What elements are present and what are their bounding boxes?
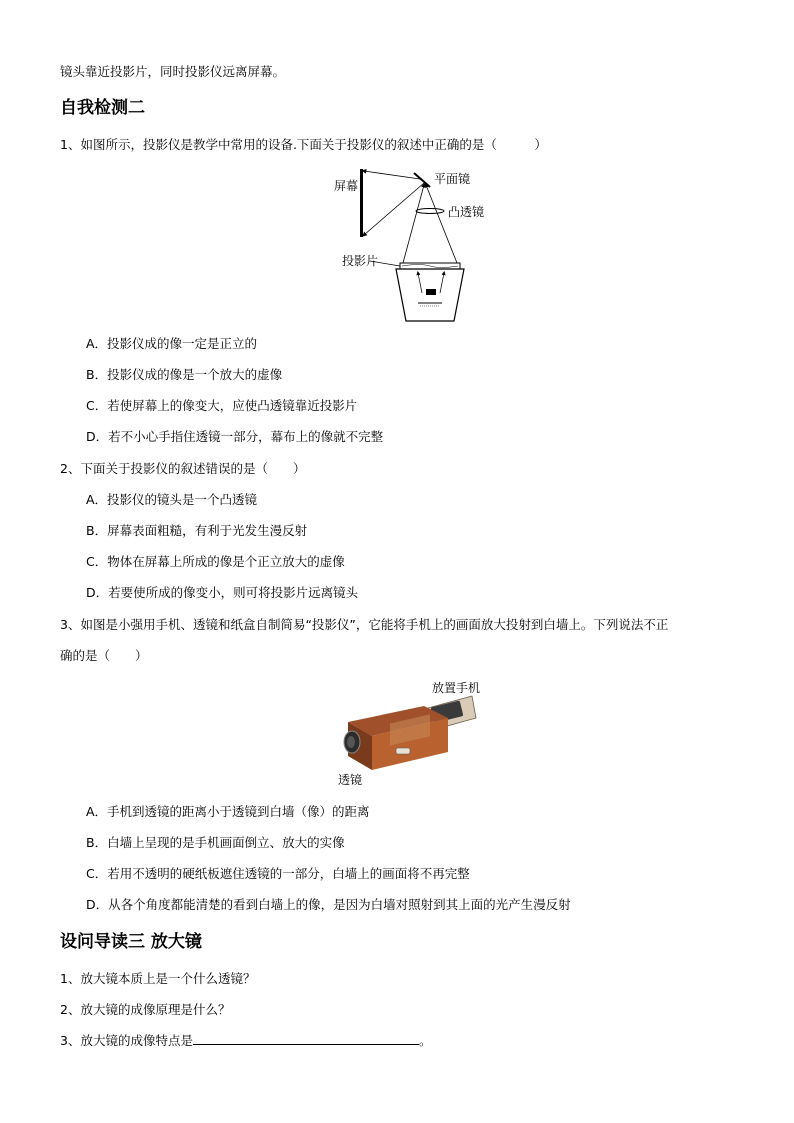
q2-option-c: C．物体在屏幕上所成的像是个正立放大的虚像 — [86, 554, 345, 569]
s3-item-3-prefix: 3、放大镜的成像特点是 — [60, 1033, 193, 1048]
q2-option-d: D．若要使所成的像变小，则可将投影片远离镜头 — [86, 585, 359, 600]
section-3-title: 设问导读三 放大镜 — [60, 932, 202, 952]
intro-line: 镜头靠近投影片，同时投影仪远离屏幕。 — [60, 64, 286, 79]
q1-option-d: D．若不小心手指住透镜一部分，幕布上的像就不完整 — [86, 429, 384, 444]
s3-item-3-suffix: 。 — [418, 1033, 432, 1048]
diy-projector-figure — [336, 678, 486, 788]
q1-option-c: C．若使屏幕上的像变大，应使凸透镜靠近投影片 — [86, 398, 358, 413]
q2-option-a: A．投影仪的镜头是一个凸透镜 — [86, 492, 258, 507]
question-2-stem: 2、下面关于投影仪的叙述错误的是（ ） — [60, 461, 306, 476]
q3-option-b: B．白墙上呈现的是手机画面倒立、放大的实像 — [86, 835, 345, 850]
answer-blank[interactable] — [193, 1032, 419, 1045]
label-lens: 凸透镜 — [448, 205, 485, 219]
label-lens-diy: 透镜 — [338, 773, 363, 787]
q2-option-b: B．屏幕表面粗糙，有利于光发生漫反射 — [86, 523, 308, 538]
label-slide: 投影片 — [342, 254, 379, 268]
question-3-stem-line1: 3、如图是小强用手机、透镜和纸盒自制简易“投影仪”，它能将手机上的画面放大投射到白墙上。下列说法不正 — [60, 617, 669, 632]
label-screen: 屏幕 — [334, 179, 359, 193]
q1-option-a: A．投影仪成的像一定是正立的 — [86, 336, 258, 351]
s3-item-1: 1、放大镜本质上是一个什么透镜？ — [60, 971, 256, 986]
q3-option-a: A．手机到透镜的距离小于透镜到白墙（像）的距离 — [86, 804, 370, 819]
screen-shape — [360, 169, 363, 237]
q1-option-b: B．投影仪成的像是一个放大的虚像 — [86, 367, 283, 382]
section-title: 自我检测二 — [60, 98, 145, 118]
lens-shape — [416, 209, 444, 214]
q3-option-d: D．从各个角度都能清楚的看到白墙上的像，是因为白墙对照射到其上面的光产生漫反射 — [86, 897, 571, 912]
q3-option-c: C．若用不透明的硬纸板遮住透镜的一部分，白墙上的画面将不再完整 — [86, 866, 470, 881]
label-phone: 放置手机 — [432, 681, 481, 695]
question-1-stem: 1、如图所示，投影仪是教学中常用的设备.下面关于投影仪的叙述中正确的是（ ） — [60, 137, 547, 152]
s3-item-2: 2、放大镜的成像原理是什么？ — [60, 1002, 231, 1017]
s3-item-3 — [60, 1032, 431, 1050]
label-mirror: 平面镜 — [434, 172, 471, 186]
projector-diagram — [330, 163, 500, 323]
question-3-stem-line2: 确的是（ ） — [60, 648, 148, 663]
